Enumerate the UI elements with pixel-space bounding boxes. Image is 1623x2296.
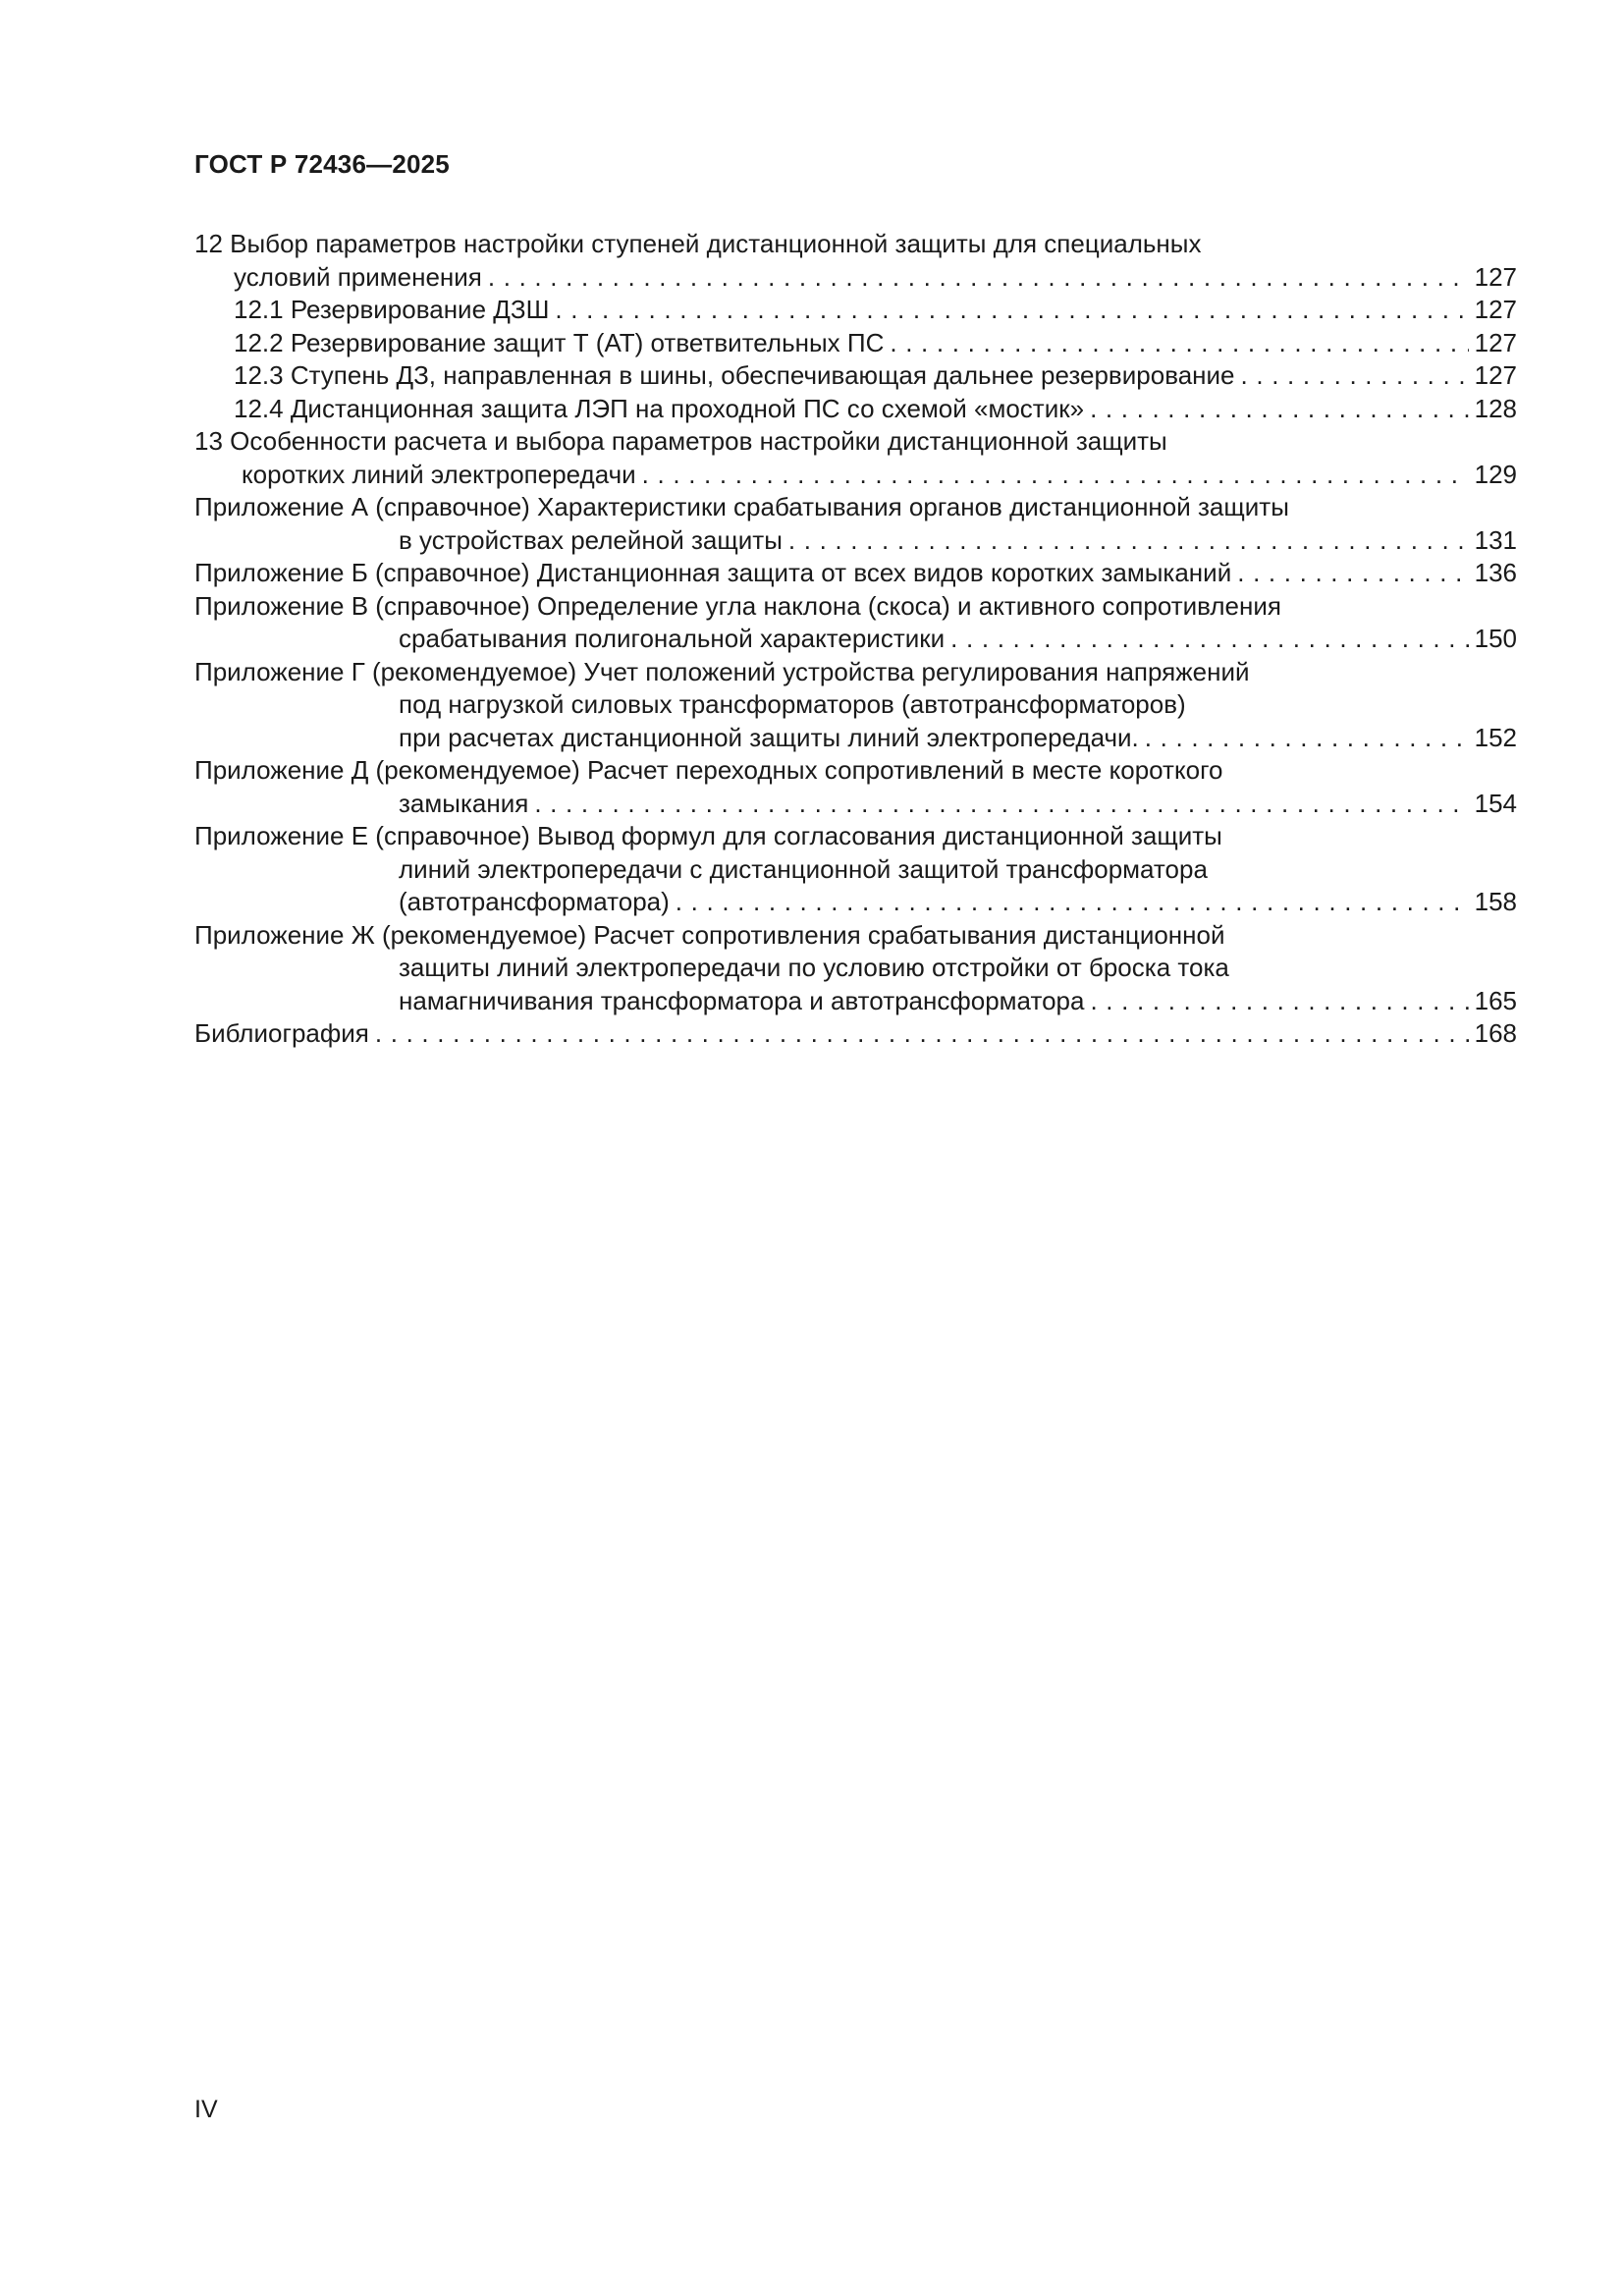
toc-entry-line (194, 985, 1517, 1018)
toc-entry-line (194, 425, 1517, 459)
toc-page-number: 129 (1474, 459, 1517, 489)
toc-page-number: 127 (1474, 261, 1517, 292)
toc-entry-text: 12 Выбор параметров настройки ступеней дистанционной защиты для специальных (194, 229, 1202, 258)
toc-entry-line (194, 754, 1517, 788)
toc-entry[interactable] (194, 327, 1517, 360)
toc-entry-line (194, 590, 1517, 624)
dot-leader (488, 261, 1469, 295)
toc-entry-text: в устройствах релейной защиты (399, 524, 783, 555)
toc-entry-line (194, 722, 1517, 755)
toc-entry-line (194, 952, 1517, 985)
toc-entry-line (194, 919, 1517, 953)
toc-entry-line (194, 327, 1517, 360)
toc-entry[interactable] (194, 425, 1517, 491)
toc-entry-text: 13 Особенности расчета и выбора параметров настройки дистанционной защиты (194, 426, 1167, 456)
dot-leader (534, 788, 1468, 821)
toc-entry-line (194, 623, 1517, 656)
toc-entry-text: (автотрансформатора) (399, 887, 670, 916)
toc-entry-line (194, 656, 1517, 689)
dot-leader (1145, 722, 1469, 755)
toc-entry[interactable] (194, 590, 1517, 656)
toc-entry[interactable] (194, 491, 1517, 557)
toc-page-number: 136 (1474, 558, 1517, 587)
toc-entry-text: 12.4 Дистанционная защита ЛЭП на проходной ПС со схемой «мостик» (234, 393, 1085, 423)
toc-entry[interactable] (194, 359, 1517, 393)
toc-entry-text: 12.2 Резервирование защит Т (АТ) ответвительных ПС (234, 327, 885, 357)
toc-entry-line (194, 557, 1517, 590)
toc-entry[interactable] (194, 754, 1517, 820)
toc-entry-text: коротких линий электропередачи (242, 459, 636, 489)
toc-page-number: 165 (1474, 985, 1517, 1015)
toc-entry-text: 12.3 Ступень ДЗ, направленная в шины, обеспечивающая дальнее резервирование (234, 360, 1235, 390)
toc-entry-line (194, 788, 1517, 821)
toc-entry-text: защиты линий электропередачи по условию отстройки от броска тока (399, 953, 1229, 982)
toc-page-number: 127 (1474, 295, 1517, 324)
toc-entry-line (194, 261, 1517, 295)
toc-entry-text: под нагрузкой силовых трансформаторов (автотрансформаторов) (399, 689, 1186, 719)
toc-entry-text: Приложение Г (рекомендуемое) Учет положений устройства регулирования напряжений (194, 656, 1250, 686)
toc-entry[interactable] (194, 557, 1517, 590)
toc-entry-text: Приложение Е (справочное) Вывод формул для согласования дистанционной защиты (194, 821, 1222, 850)
toc-page-number: 131 (1474, 524, 1517, 555)
toc-entry-line (194, 491, 1517, 524)
toc-page-number: 168 (1474, 1018, 1517, 1048)
dot-leader (950, 623, 1468, 656)
toc-entry-text: Библиография (194, 1018, 369, 1048)
dot-leader (1241, 359, 1469, 393)
dot-leader (555, 294, 1468, 327)
toc-entry[interactable] (194, 1017, 1517, 1051)
toc-entry-text: Приложение Б (справочное) Дистанционная защита от всех видов коротких замыканий (194, 558, 1232, 587)
toc-page-number: 154 (1474, 788, 1517, 818)
toc-entry[interactable] (194, 228, 1517, 294)
toc-entry-line (194, 524, 1517, 558)
toc-entry-text: при расчетах дистанционной защиты линий электропередачи. (399, 722, 1139, 752)
dot-leader (375, 1017, 1469, 1051)
toc-entry[interactable] (194, 656, 1517, 755)
toc-entry[interactable] (194, 820, 1517, 919)
dot-leader (788, 524, 1469, 558)
dot-leader (676, 886, 1469, 919)
toc-entry-text: срабатывания полигональной характеристики (399, 624, 946, 653)
toc-entry-line (194, 853, 1517, 887)
toc-entry-line (194, 459, 1517, 492)
page-number: IV (194, 2096, 218, 2123)
toc-entry-line (194, 886, 1517, 919)
toc-page-number: 127 (1474, 360, 1517, 390)
toc-entry-text: намагничивания трансформатора и автотрансформатора (399, 985, 1085, 1015)
toc-entry-text: Приложение Ж (рекомендуемое) Расчет сопротивления срабатывания дистанционной (194, 919, 1225, 950)
toc-entry-text: условий применения (234, 261, 482, 292)
toc-entry-line (194, 820, 1517, 853)
toc-entry-text: Приложение А (справочное) Характеристики срабатывания органов дистанционной защиты (194, 492, 1289, 521)
document-header (194, 149, 450, 180)
toc-entry-line (194, 228, 1517, 261)
dot-leader (890, 327, 1468, 360)
toc-entry-text: Приложение Д (рекомендуемое) Расчет переходных сопротивлений в месте короткого (194, 755, 1223, 785)
toc-entry-text: 12.1 Резервирование ДЗШ (234, 295, 550, 324)
toc-entry-text: линий электропередачи с дистанционной защитой трансформатора (399, 853, 1208, 884)
standard-designation: ГОСТ Р 72436—2025 (194, 149, 450, 179)
toc-entry-line (194, 393, 1517, 426)
toc-entry-text: замыкания (399, 788, 529, 818)
toc-page-number: 158 (1474, 887, 1517, 916)
toc-entry[interactable] (194, 393, 1517, 426)
toc-entry-line (194, 294, 1517, 327)
page-footer (194, 2096, 218, 2124)
table-of-contents (194, 228, 1517, 1051)
toc-entry-line (194, 1017, 1517, 1051)
toc-page-number: 150 (1474, 624, 1517, 653)
toc-page-number: 127 (1474, 327, 1517, 357)
toc-entry-line (194, 359, 1517, 393)
toc-entry[interactable] (194, 919, 1517, 1018)
toc-entry[interactable] (194, 294, 1517, 327)
toc-page-number: 152 (1474, 722, 1517, 752)
toc-page-number: 128 (1474, 393, 1517, 423)
toc-entry-line (194, 688, 1517, 722)
dot-leader (1237, 557, 1468, 590)
dot-leader (642, 459, 1469, 492)
toc-entry-text: Приложение В (справочное) Определение угла наклона (скоса) и активного сопротивления (194, 590, 1281, 621)
dot-leader (1090, 985, 1468, 1018)
dot-leader (1090, 393, 1469, 426)
